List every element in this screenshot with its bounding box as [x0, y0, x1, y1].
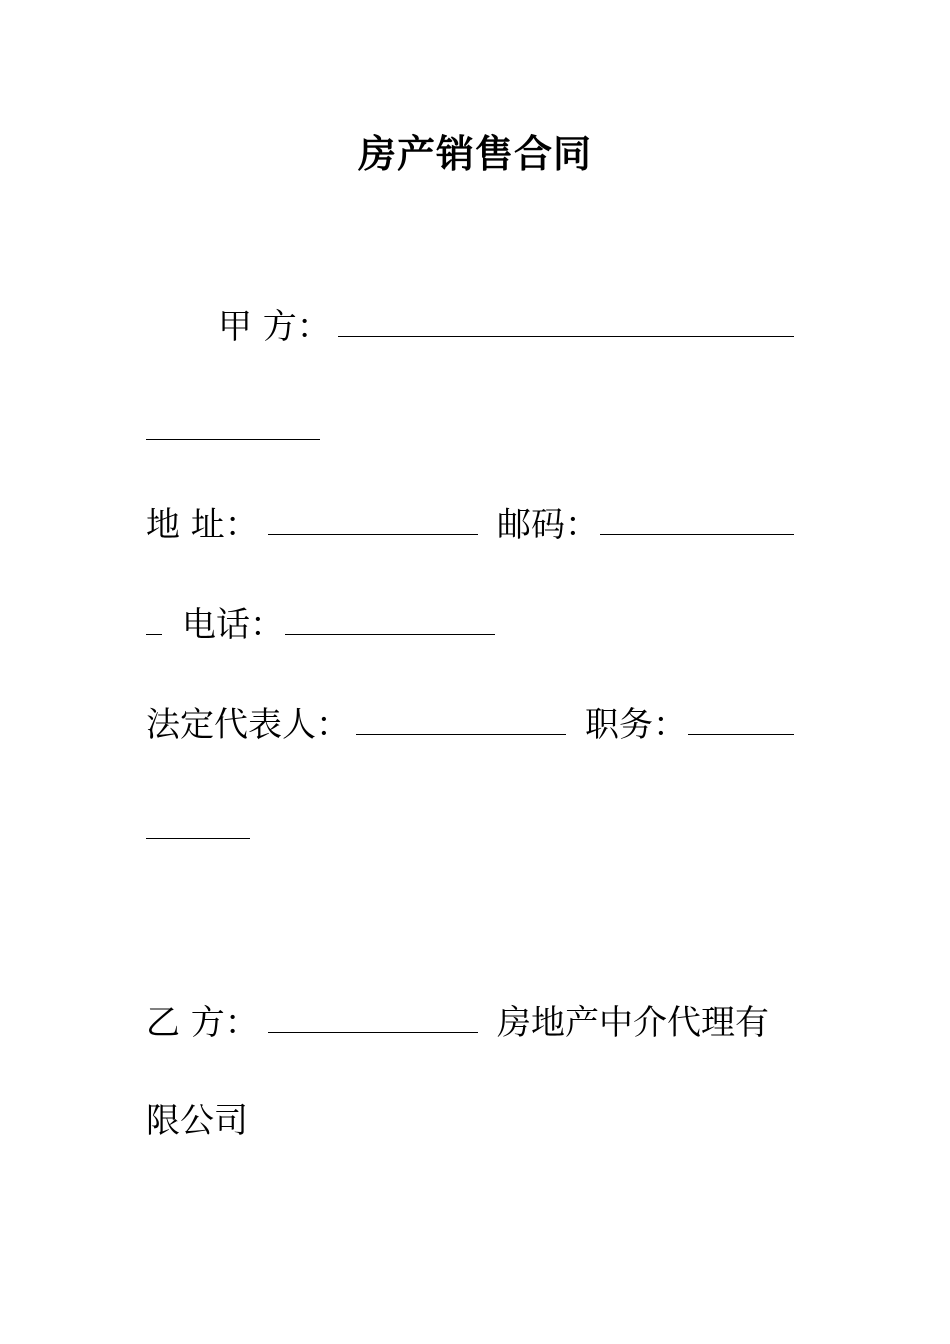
representative-line: [146, 700, 794, 750]
position-label: 职务：: [585, 705, 687, 745]
party-b-line-cont: [146, 1096, 794, 1146]
phone-line: [146, 600, 794, 650]
page-title: 房产销售合同: [357, 131, 592, 176]
representative-blank[interactable]: [356, 700, 566, 735]
position-line-cont: [146, 804, 794, 854]
position-blank[interactable]: [688, 700, 794, 735]
representative-label: 法定代表人：: [146, 705, 350, 745]
party-a-label: 甲 方：: [218, 307, 331, 347]
party-b-blank[interactable]: [268, 998, 478, 1033]
phone-blank[interactable]: [285, 600, 495, 635]
postcode-label: 邮码：: [497, 505, 599, 545]
address-blank[interactable]: [268, 500, 478, 535]
position-blank-cont[interactable]: [146, 804, 250, 839]
party-b-label: 乙 方：: [146, 1003, 259, 1043]
address-label: 地 址：: [146, 505, 259, 545]
party-a-line-cont: [146, 405, 794, 455]
party-a-blank[interactable]: [338, 302, 794, 337]
party-b-line: [146, 998, 794, 1048]
party-a-line: [146, 302, 794, 352]
postcode-blank[interactable]: [600, 500, 794, 535]
party-a-blank-cont[interactable]: [146, 405, 320, 440]
phone-label: 电话：: [182, 605, 284, 645]
address-line: [146, 500, 794, 550]
party-b-name-suffix: 房地产中介代理有: [497, 1003, 769, 1043]
party-b-name-suffix-cont: 限公司: [146, 1101, 248, 1141]
postcode-blank-cont[interactable]: [146, 600, 162, 635]
